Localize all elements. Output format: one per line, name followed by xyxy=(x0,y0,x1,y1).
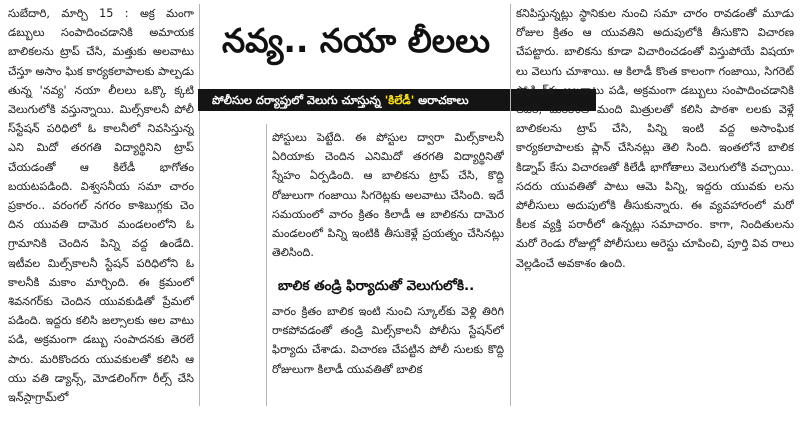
article-column-1 xyxy=(8,4,194,404)
article-column-3 xyxy=(272,302,504,402)
column-divider-1 xyxy=(199,4,200,406)
column-divider-2 xyxy=(266,124,267,406)
headline: నవ్య.. నయా లీలలు xyxy=(221,21,491,60)
column-4-paragraph: కనిపిస్తున్నట్లు స్థానికుల నుంచి సమా చారం రావడంతో మూడు రోజుల క్రితం ఆ యువతిని అదుపులోకి తీసుకొని విచారణ చేపట్టారు. బాలికను కూడా విచారించడంతో విస్తుపోయే విషయా లు వెలుగు చూశాయి. ఆ కిలాడీ కొంత కాలంగా గంజాయి, సిగరెట్ స్మోకింగ్‌కు అలవాటు పడి, అక్రమంగా డబ్బులు సంపాదించడానికి లవర్, మరికొంత మంది మిత్రులతో కలిసి పాఠశా లలకు వెళ్లే బాలికలను ట్రాప్ చేసి, పిన్ని ఇంటి వద్ద అసాంఘిక కార్యకలాపాలకు ప్లాన్ చేసినట్లు తెలి సింది. ఇంతలోనే బాలిక కిడ్నాప్ కేసు విచారణతో కిలేడీ భాగోతాలు వెలుగులోకి వచ్చాయి. సదరు యువతితో పాటు ఆమె పిన్ని, ఇద్దరు యువకు లను పోలీసులు అదుపులోకి తీసుకున్నారు. ఈ వ్యవహారంలో మరో కీలక వ్యక్తి పరారీలో ఉన్నట్లు సమాచారం. కాగా, నిందితులను మరో రెండు రోజుల్లో పోలీసులు అరెస్టు చూపించి, పూర్తి వివ రాలు వెల్లడించే అవకాశం ఉంది. xyxy=(516,7,794,270)
column-divider-3 xyxy=(510,4,511,406)
article-column-2 xyxy=(272,128,504,276)
article-column-4 xyxy=(516,4,794,404)
column-3-paragraph: వారం క్రితం బాలిక ఇంటి నుంచి స్కూల్‌కు వెళ్లి తిరిగి రాకపోవడంతో తండ్రి మిల్స్‌కాలనీ పోలీసు స్టేషన్‌లో ఫిర్యాదు చేశాడు. విచారణ చేపట్టిన పోలీ సులకు కొద్ది రోజులుగా కిలాడీ యువతితో బాలిక xyxy=(272,305,504,376)
subheadline-highlight: 'కిలేడీ' xyxy=(384,93,415,107)
subheadline-suffix: అరాచకాలు xyxy=(414,93,469,107)
column-2-paragraph: పోస్టులు పెట్టేది. ఈ పోస్టుల ద్వారా మిల్స్‌కాలనీ ఏరియాకు చెందిన ఎనిమిదో తరగతి విద్యార్థినితో స్నేహం ఏర్పడింది. ఆ బాలికను ట్రాప్ చేసి, కొద్ది రోజులుగా గంజాయి సిగరెట్లకు అలవాటు చేసింది. ఇదే సమయంలో వారం క్రితం కిలాడీ ఆ బాలికను దామెర మండలంలో పిన్ని ఇంటికి తీసుకెళ్లే ప్రయత్నం చేసినట్లు తెలిసింది. xyxy=(272,131,504,260)
section-subheading: బాలిక తండ్రి ఫిర్యాదుతో వెలుగులోకి.. xyxy=(278,278,475,294)
column-1-paragraph: సుబేదారి, మార్చి 15 : అక్ర మంగా డబ్బులు సంపాదించడానికి అమాయక బాలికలను ట్రాప్ చేసి, మత్తుకు అలవాటు చేస్తూ అసాం ఘిక కార్యకలాపాలకు పాల్పడు తున్న 'నవ్య' నయా లీలలు ఒక్కొ క్కటి వెలుగులోకి వస్తున్నాయి. మిల్స్‌కాలనీ పోలీ స్‌స్టేషన్ పరిధిలో ఓ కాలనీలో నివసిస్తున్న ఎని మిదో తరగతి విద్యార్థినిని ట్రాప్ చేయడంతో ఆ కిలేడీ భాగోతం బయటపడింది. విశ్వసనీయ సమా చారం ప్రకారం.. వరంగల్ నగరం కాశిబుగ్గకు చెం దిన యువతి దామెర మండలంలోని ఓ గ్రామానికి చెందిన పిన్ని వద్ద ఉండేది. ఇటీవల మిల్స్‌కాలనీ స్టేషన్ పరిధిలోని ఓ కాలనీకి మకాం మార్చింది. ఈ క్రమంలో శివనగర్‌కు చెందిన యువకుడితో ప్రేమలో పడింది. ఇద్దరు కలిసి జల్సాలకు అల వాటు పడి, అక్రమంగా డబ్బు సంపాదనకు తెరలే పారు. మరికొందరు యువకులతో కలిసి ఆ యు వతి డ్యాన్స్, మోడలింగ్‌గా రీల్స్ చేసి ఇన్‌స్టాగ్రామ్‌లో xyxy=(8,7,194,404)
subheadline-text: పోలీసుల దర్యాప్తులో వెలుగు చూస్తున్న xyxy=(212,93,385,107)
